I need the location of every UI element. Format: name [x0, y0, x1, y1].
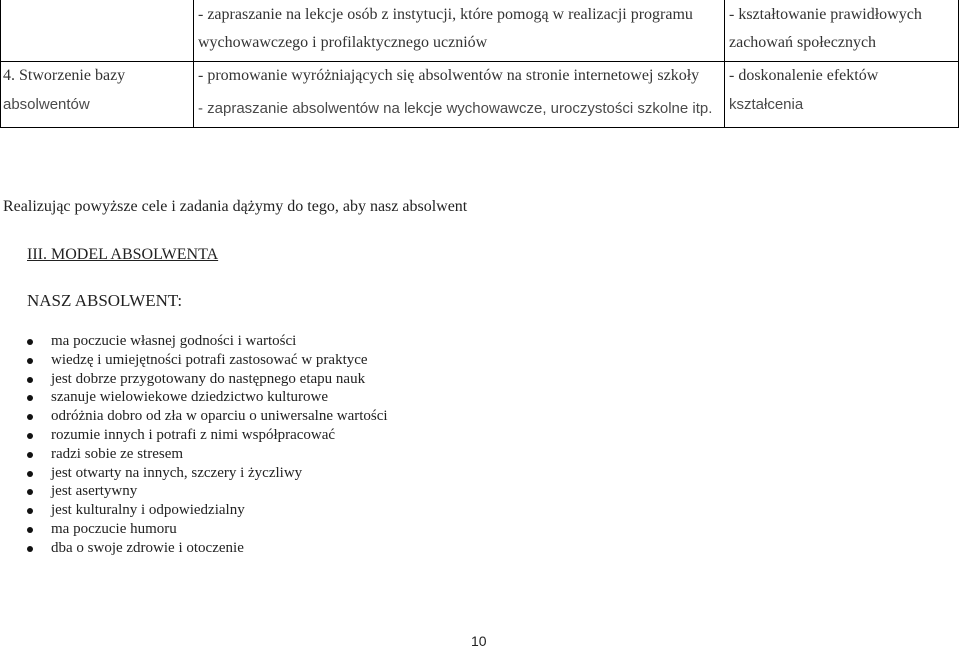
bullet-icon [27, 489, 33, 495]
table-row-divider [0, 61, 959, 62]
list-item [22, 332, 388, 351]
row-top-col2-line2: wychowawczego i profilaktycznego uczniów [198, 34, 488, 51]
row-top-col2-line1: - zapraszanie na lekcje osób z instytucji, które pomogą w realizacji programu [198, 6, 693, 23]
list-item-text: radzi sobie ze stresem [51, 445, 184, 462]
graduate-heading: NASZ ABSOLWENT: [27, 291, 183, 310]
row-main-col1-line1: 4. Stworzenie bazy [3, 67, 126, 84]
bullet-icon [27, 546, 33, 552]
bullet-icon [27, 471, 33, 477]
list-item [22, 370, 388, 389]
list-item [22, 426, 388, 445]
table-border-bottom [0, 127, 959, 128]
table-border-col2 [724, 0, 725, 128]
row-main-col3-line1: - doskonalenie efektów [729, 67, 879, 84]
list-item [22, 464, 388, 483]
list-item [22, 388, 388, 407]
bullet-icon [27, 452, 33, 458]
bullet-icon [27, 395, 33, 401]
bullet-icon [27, 339, 33, 345]
intro-sentence: Realizując powyższe cele i zadania dążymy do tego, aby nasz absolwent [3, 198, 468, 215]
list-item [22, 520, 388, 539]
row-main-col3-line2: kształcenia [729, 96, 804, 113]
row-top-col3-line2: zachowań społecznych [729, 34, 877, 51]
bullet-icon [27, 508, 33, 514]
row-main-col1-line2: absolwentów [3, 96, 90, 113]
page-number: 10 [471, 633, 487, 649]
bullet-icon [27, 433, 33, 439]
table-border-left [0, 0, 1, 128]
row-main-col2-line2: - zapraszanie absolwentów na lekcje wychowawcze, uroczystości szkolne itp. [198, 100, 713, 117]
list-item [22, 445, 388, 464]
list-item-text: rozumie innych i potrafi z nimi współpracować [51, 426, 336, 443]
list-item-text: jest kulturalny i odpowiedzialny [51, 502, 245, 519]
list-item-text: wiedzę i umiejętności potrafi zastosować w praktyce [51, 351, 368, 368]
list-item [22, 407, 388, 426]
goals-table [0, 0, 960, 128]
row-main-col2-line1: - promowanie wyróżniających się absolwentów na stronie internetowej szkoły [198, 67, 700, 84]
table-border-right [958, 0, 959, 128]
list-item [22, 351, 388, 370]
list-item-text: ma poczucie własnej godności i wartości [51, 333, 297, 349]
graduate-traits-list [22, 332, 388, 558]
row-top-col3-line1: - kształtowanie prawidłowych [729, 6, 922, 23]
bullet-icon [27, 527, 33, 533]
list-item [22, 501, 388, 520]
list-item-text: odróżnia dobro od zła w oparciu o uniwersalne wartości [51, 408, 388, 425]
bullet-icon [27, 377, 33, 383]
section-title: III. MODEL ABSOLWENTA [27, 246, 219, 263]
list-item-text: szanuje wielowiekowe dziedzictwo kulturowe [51, 389, 328, 406]
list-item-text: jest otwarty na innych, szczery i życzliwy [51, 464, 303, 481]
list-item-text: dba o swoje zdrowie i otoczenie [51, 539, 244, 556]
list-item-text: ma poczucie humoru [51, 520, 177, 537]
list-item [22, 539, 388, 558]
list-item-text: jest asertywny [51, 483, 138, 500]
table-border-col1 [193, 0, 194, 128]
list-item [22, 482, 388, 501]
list-item-text: jest dobrze przygotowany do następnego etapu nauk [51, 370, 366, 387]
bullet-icon [27, 414, 33, 420]
bullet-icon [27, 358, 33, 364]
